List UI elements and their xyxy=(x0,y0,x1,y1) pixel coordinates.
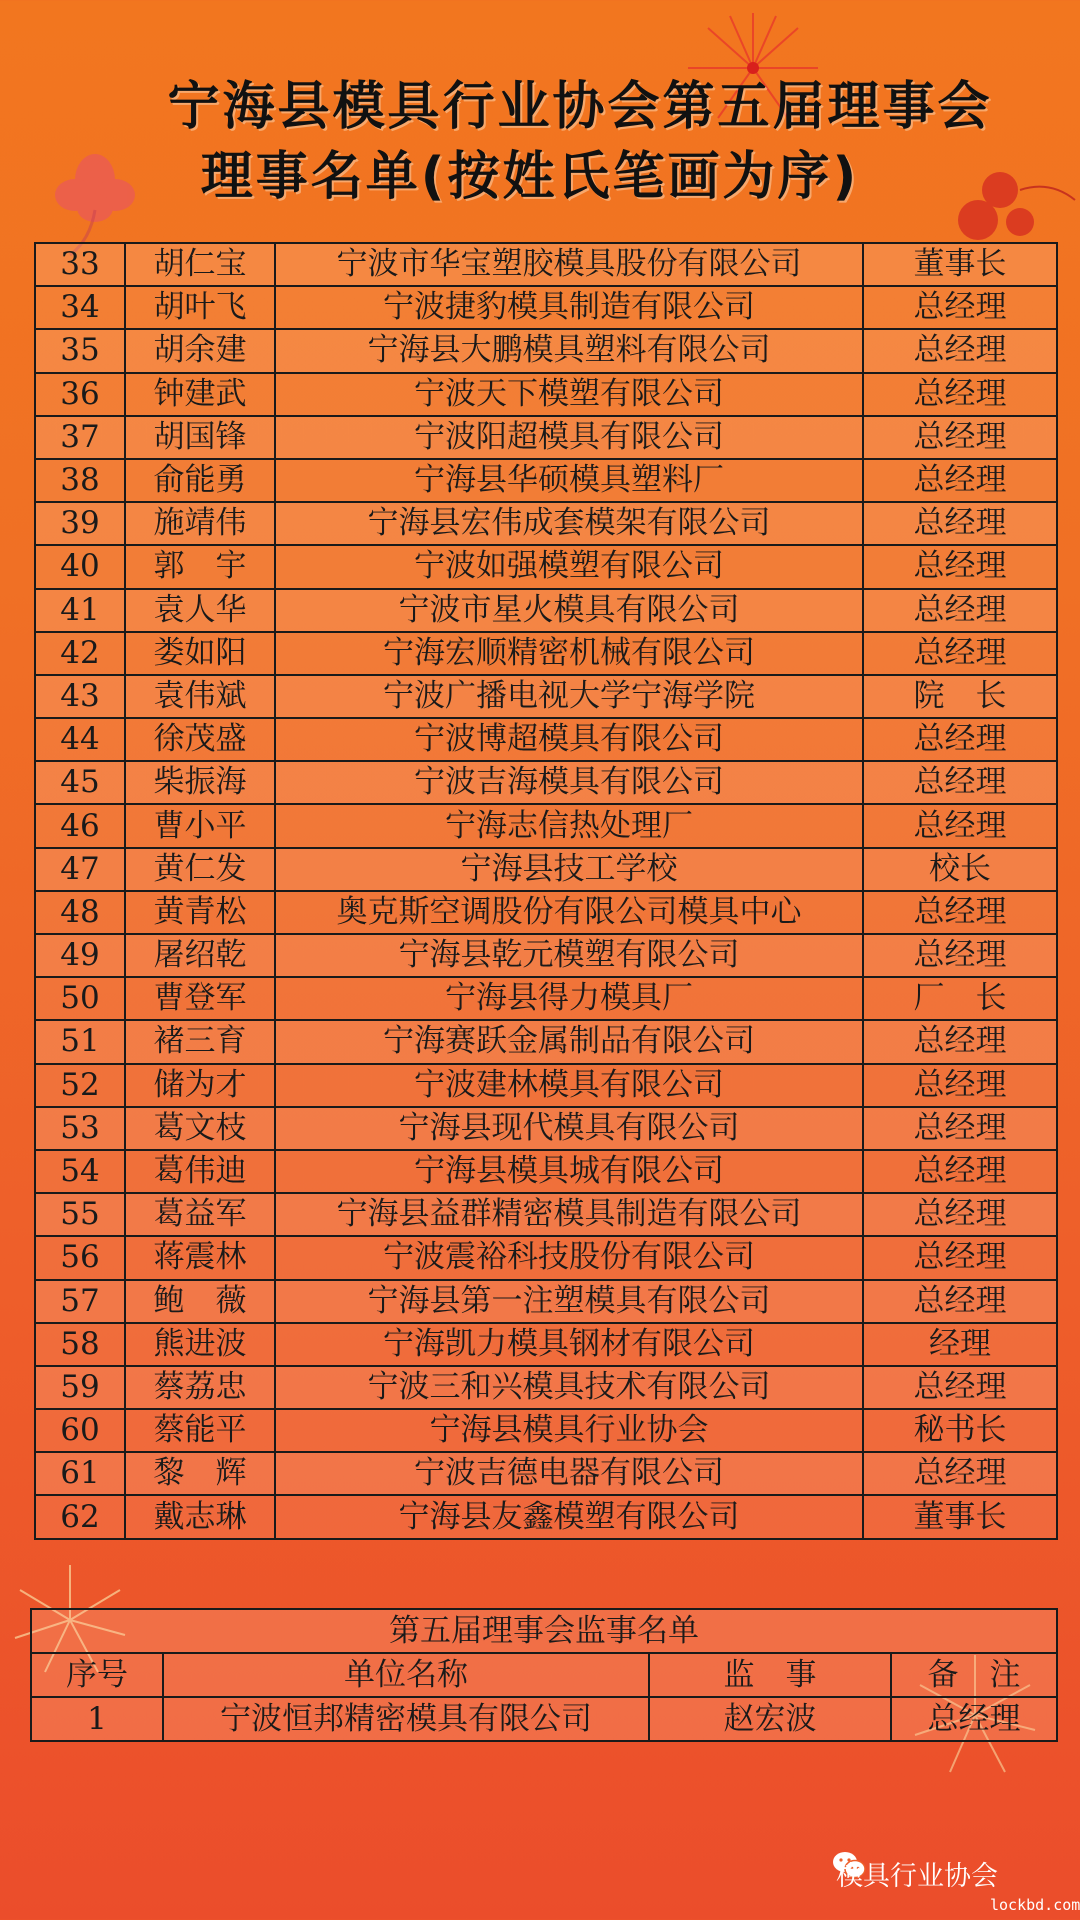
director-position: 董事长 xyxy=(863,243,1057,286)
director-company: 宁海县模具城有限公司 xyxy=(275,1150,863,1193)
director-position: 总经理 xyxy=(863,632,1057,675)
director-index: 38 xyxy=(35,459,125,502)
director-index: 42 xyxy=(35,632,125,675)
director-company: 宁波震裕科技股份有限公司 xyxy=(275,1236,863,1279)
director-name: 曹登军 xyxy=(125,977,275,1020)
table-row xyxy=(35,1020,1057,1063)
director-name: 蔡荔忠 xyxy=(125,1366,275,1409)
director-index: 34 xyxy=(35,286,125,329)
supervisor-company: 宁波恒邦精密模具有限公司 xyxy=(163,1697,649,1741)
table-row xyxy=(35,1280,1057,1323)
director-index: 40 xyxy=(35,545,125,588)
director-company: 宁波捷豹模具制造有限公司 xyxy=(275,286,863,329)
director-position: 总经理 xyxy=(863,545,1057,588)
table-row xyxy=(35,502,1057,545)
table-row xyxy=(35,1236,1057,1279)
supervisors-title: 第五届理事会监事名单 xyxy=(31,1609,1057,1653)
director-company: 宁波广播电视大学宁海学院 xyxy=(275,675,863,718)
director-position: 总经理 xyxy=(863,1452,1057,1495)
table-row xyxy=(35,761,1057,804)
table-row xyxy=(35,891,1057,934)
director-name: 葛益军 xyxy=(125,1193,275,1236)
director-position: 总经理 xyxy=(863,1236,1057,1279)
director-index: 47 xyxy=(35,848,125,891)
director-name: 胡仁宝 xyxy=(125,243,275,286)
supervisor-index: 1 xyxy=(31,1697,163,1741)
director-name: 蒋震林 xyxy=(125,1236,275,1279)
director-position: 经理 xyxy=(863,1323,1057,1366)
director-company: 宁海县得力模具厂 xyxy=(275,977,863,1020)
director-position: 总经理 xyxy=(863,1107,1057,1150)
table-row xyxy=(35,459,1057,502)
director-index: 52 xyxy=(35,1064,125,1107)
director-company: 宁海县乾元模塑有限公司 xyxy=(275,934,863,977)
table-row xyxy=(35,1323,1057,1366)
director-index: 44 xyxy=(35,718,125,761)
director-company: 宁海县现代模具有限公司 xyxy=(275,1107,863,1150)
director-name: 袁人华 xyxy=(125,589,275,632)
director-company: 奥克斯空调股份有限公司模具中心 xyxy=(275,891,863,934)
director-company: 宁海志信热处理厂 xyxy=(275,804,863,847)
director-position: 总经理 xyxy=(863,1020,1057,1063)
director-company: 宁海县宏伟成套模架有限公司 xyxy=(275,502,863,545)
director-index: 57 xyxy=(35,1280,125,1323)
header-company: 单位名称 xyxy=(163,1653,649,1697)
director-position: 厂 长 xyxy=(863,977,1057,1020)
director-company: 宁波阳超模具有限公司 xyxy=(275,416,863,459)
director-name: 施靖伟 xyxy=(125,502,275,545)
table-row xyxy=(35,416,1057,459)
table-row xyxy=(35,286,1057,329)
director-index: 50 xyxy=(35,977,125,1020)
director-position: 总经理 xyxy=(863,1280,1057,1323)
table-row xyxy=(35,718,1057,761)
director-index: 60 xyxy=(35,1409,125,1452)
director-index: 51 xyxy=(35,1020,125,1063)
table-row xyxy=(35,804,1057,847)
director-company: 宁海宏顺精密机械有限公司 xyxy=(275,632,863,675)
table-row xyxy=(35,848,1057,891)
director-position: 总经理 xyxy=(863,1064,1057,1107)
header-supervisor: 监 事 xyxy=(649,1653,891,1697)
director-name: 黎 辉 xyxy=(125,1452,275,1495)
director-index: 62 xyxy=(35,1495,125,1538)
table-row xyxy=(35,1150,1057,1193)
director-position: 总经理 xyxy=(863,1366,1057,1409)
director-company: 宁海县益群精密模具制造有限公司 xyxy=(275,1193,863,1236)
director-name: 徐茂盛 xyxy=(125,718,275,761)
director-company: 宁海县华硕模具塑料厂 xyxy=(275,459,863,502)
director-index: 39 xyxy=(35,502,125,545)
director-position: 总经理 xyxy=(863,329,1057,372)
director-company: 宁波吉海模具有限公司 xyxy=(275,761,863,804)
director-position: 总经理 xyxy=(863,804,1057,847)
director-name: 戴志琳 xyxy=(125,1495,275,1538)
director-index: 43 xyxy=(35,675,125,718)
director-name: 曹小平 xyxy=(125,804,275,847)
director-name: 鲍 薇 xyxy=(125,1280,275,1323)
director-index: 48 xyxy=(35,891,125,934)
director-name: 胡叶飞 xyxy=(125,286,275,329)
director-company: 宁海县友鑫模塑有限公司 xyxy=(275,1495,863,1538)
director-index: 59 xyxy=(35,1366,125,1409)
director-name: 熊进波 xyxy=(125,1323,275,1366)
table-row xyxy=(35,1107,1057,1150)
director-index: 41 xyxy=(35,589,125,632)
director-name: 褚三育 xyxy=(125,1020,275,1063)
director-name: 葛文枝 xyxy=(125,1107,275,1150)
table-row xyxy=(35,243,1057,286)
director-company: 宁波三和兴模具技术有限公司 xyxy=(275,1366,863,1409)
table-row xyxy=(35,1452,1057,1495)
watermark-text: 模具行业协会 xyxy=(836,1861,998,1892)
supervisors-title-row xyxy=(31,1609,1057,1653)
director-company: 宁海县大鹏模具塑料有限公司 xyxy=(275,329,863,372)
director-position: 总经理 xyxy=(863,761,1057,804)
director-name: 黄青松 xyxy=(125,891,275,934)
header-index: 序号 xyxy=(31,1653,163,1697)
director-index: 45 xyxy=(35,761,125,804)
header-note: 备 注 xyxy=(891,1653,1057,1697)
table-row xyxy=(35,934,1057,977)
director-position: 总经理 xyxy=(863,1150,1057,1193)
table-row xyxy=(35,632,1057,675)
director-name: 柴振海 xyxy=(125,761,275,804)
director-name: 娄如阳 xyxy=(125,632,275,675)
director-position: 秘书长 xyxy=(863,1409,1057,1452)
director-position: 总经理 xyxy=(863,589,1057,632)
director-company: 宁海县技工学校 xyxy=(275,848,863,891)
director-index: 37 xyxy=(35,416,125,459)
supervisors-header-row xyxy=(31,1653,1057,1697)
director-name: 胡余建 xyxy=(125,329,275,372)
director-company: 宁波吉德电器有限公司 xyxy=(275,1452,863,1495)
director-position: 总经理 xyxy=(863,286,1057,329)
director-position: 总经理 xyxy=(863,891,1057,934)
director-name: 胡国锋 xyxy=(125,416,275,459)
director-name: 葛伟迪 xyxy=(125,1150,275,1193)
director-index: 61 xyxy=(35,1452,125,1495)
director-company: 宁海凯力模具钢材有限公司 xyxy=(275,1323,863,1366)
director-index: 46 xyxy=(35,804,125,847)
table-row xyxy=(31,1697,1057,1741)
director-company: 宁波建林模具有限公司 xyxy=(275,1064,863,1107)
supervisors-table xyxy=(30,1608,1058,1742)
director-position: 董事长 xyxy=(863,1495,1057,1538)
table-row xyxy=(35,1366,1057,1409)
director-name: 俞能勇 xyxy=(125,459,275,502)
director-name: 蔡能平 xyxy=(125,1409,275,1452)
directors-table xyxy=(34,242,1058,1540)
director-name: 郭 宇 xyxy=(125,545,275,588)
table-row xyxy=(35,373,1057,416)
table-row xyxy=(35,977,1057,1020)
director-company: 宁波博超模具有限公司 xyxy=(275,718,863,761)
watermark-url: lockbd.com xyxy=(990,1896,1080,1914)
table-row xyxy=(35,1409,1057,1452)
director-index: 55 xyxy=(35,1193,125,1236)
director-name: 屠绍乾 xyxy=(125,934,275,977)
supervisor-note: 总经理 xyxy=(891,1697,1057,1741)
director-position: 总经理 xyxy=(863,718,1057,761)
table-row xyxy=(35,1064,1057,1107)
director-index: 56 xyxy=(35,1236,125,1279)
director-name: 储为才 xyxy=(125,1064,275,1107)
director-index: 49 xyxy=(35,934,125,977)
director-position: 总经理 xyxy=(863,373,1057,416)
director-name: 黄仁发 xyxy=(125,848,275,891)
director-position: 总经理 xyxy=(863,459,1057,502)
director-position: 总经理 xyxy=(863,1193,1057,1236)
director-company: 宁海县第一注塑模具有限公司 xyxy=(275,1280,863,1323)
director-position: 总经理 xyxy=(863,934,1057,977)
table-row xyxy=(35,1193,1057,1236)
page-title: 宁海县模具行业协会第五届理事会 xyxy=(167,77,993,137)
director-company: 宁海县模具行业协会 xyxy=(275,1409,863,1452)
director-index: 58 xyxy=(35,1323,125,1366)
director-index: 33 xyxy=(35,243,125,286)
director-company: 宁波天下模塑有限公司 xyxy=(275,373,863,416)
director-company: 宁海赛跃金属制品有限公司 xyxy=(275,1020,863,1063)
director-name: 钟建武 xyxy=(125,373,275,416)
director-index: 53 xyxy=(35,1107,125,1150)
director-position: 总经理 xyxy=(863,502,1057,545)
director-position: 校长 xyxy=(863,848,1057,891)
director-company: 宁波市星火模具有限公司 xyxy=(275,589,863,632)
director-company: 宁波如强模塑有限公司 xyxy=(275,545,863,588)
table-row xyxy=(35,589,1057,632)
director-position: 院 长 xyxy=(863,675,1057,718)
supervisor-name: 赵宏波 xyxy=(649,1697,891,1741)
director-name: 袁伟斌 xyxy=(125,675,275,718)
director-company: 宁波市华宝塑胶模具股份有限公司 xyxy=(275,243,863,286)
table-row xyxy=(35,329,1057,372)
table-row xyxy=(35,1495,1057,1538)
director-position: 总经理 xyxy=(863,416,1057,459)
director-index: 54 xyxy=(35,1150,125,1193)
director-index: 36 xyxy=(35,373,125,416)
page-subtitle: 理事名单(按姓氏笔画为序) xyxy=(200,147,860,207)
director-index: 35 xyxy=(35,329,125,372)
table-row xyxy=(35,675,1057,718)
table-row xyxy=(35,545,1057,588)
